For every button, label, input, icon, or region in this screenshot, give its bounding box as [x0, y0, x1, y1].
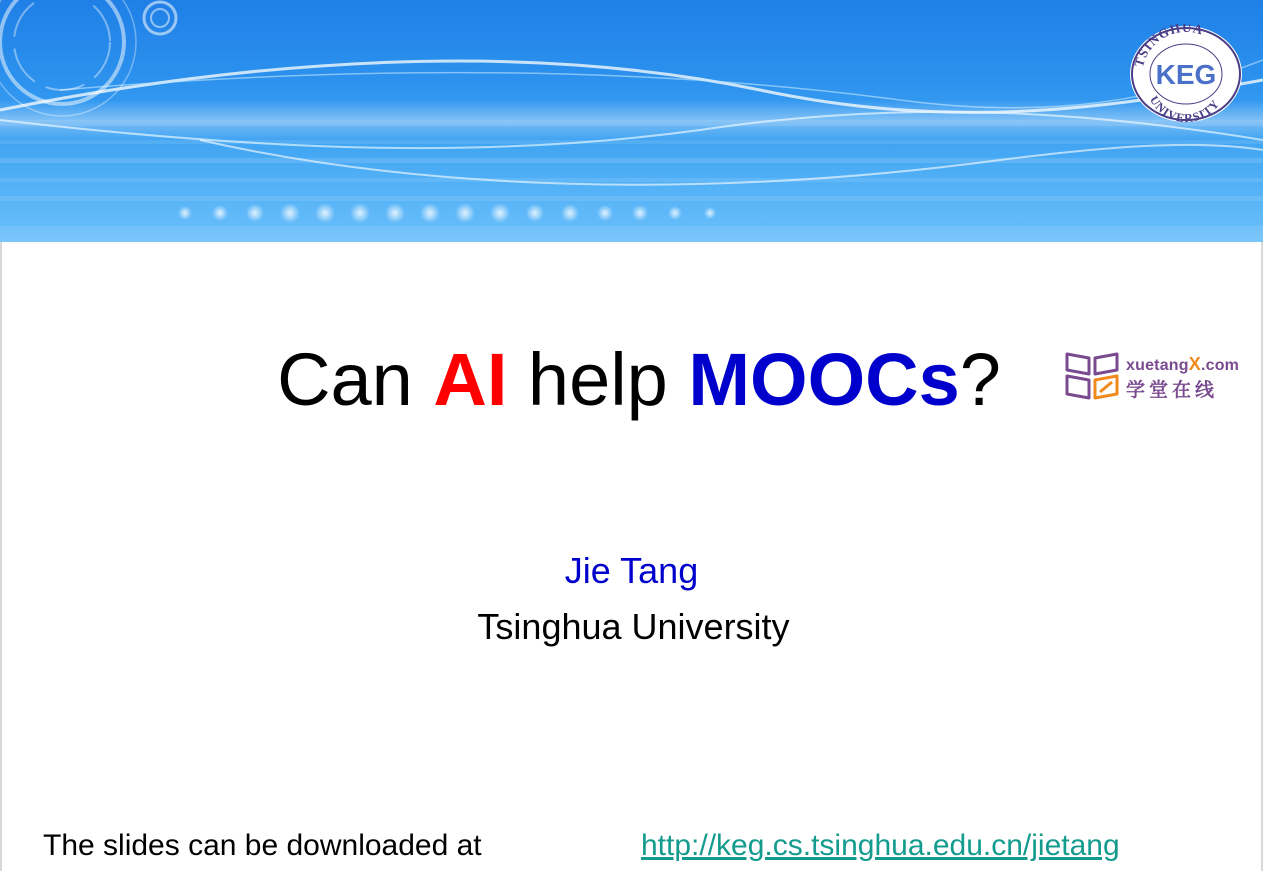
- author-name: Jie Tang: [564, 550, 699, 591]
- download-note: The slides can be downloaded at: [43, 829, 482, 862]
- title-text-end: ?: [959, 338, 1001, 421]
- author-affiliation: Tsinghua University: [477, 606, 790, 647]
- banner-decoration: [0, 0, 1263, 242]
- xuetangx-domain: xuetangX.com: [1126, 354, 1240, 374]
- xuetangx-chinese-name: 学堂在线: [1126, 379, 1219, 401]
- title-text-start: Can: [277, 338, 434, 421]
- title-ai: AI: [433, 338, 508, 421]
- keg-logo: [1128, 24, 1244, 124]
- header-banner: [0, 0, 1263, 242]
- keg-ring-top-text: TSINGHUA: [1131, 24, 1206, 69]
- keg-ring-bottom-text: UNIVERSITY: [1147, 93, 1223, 124]
- title-text-middle: help: [507, 338, 689, 421]
- title-moocs: MOOCs: [688, 338, 960, 421]
- xuetangx-logo: [1064, 350, 1244, 402]
- slides-download-link[interactable]: http://keg.cs.tsinghua.edu.cn/jietang: [641, 829, 1120, 862]
- book-icon: [1064, 350, 1120, 402]
- keg-logo-text: KEG: [1155, 59, 1217, 90]
